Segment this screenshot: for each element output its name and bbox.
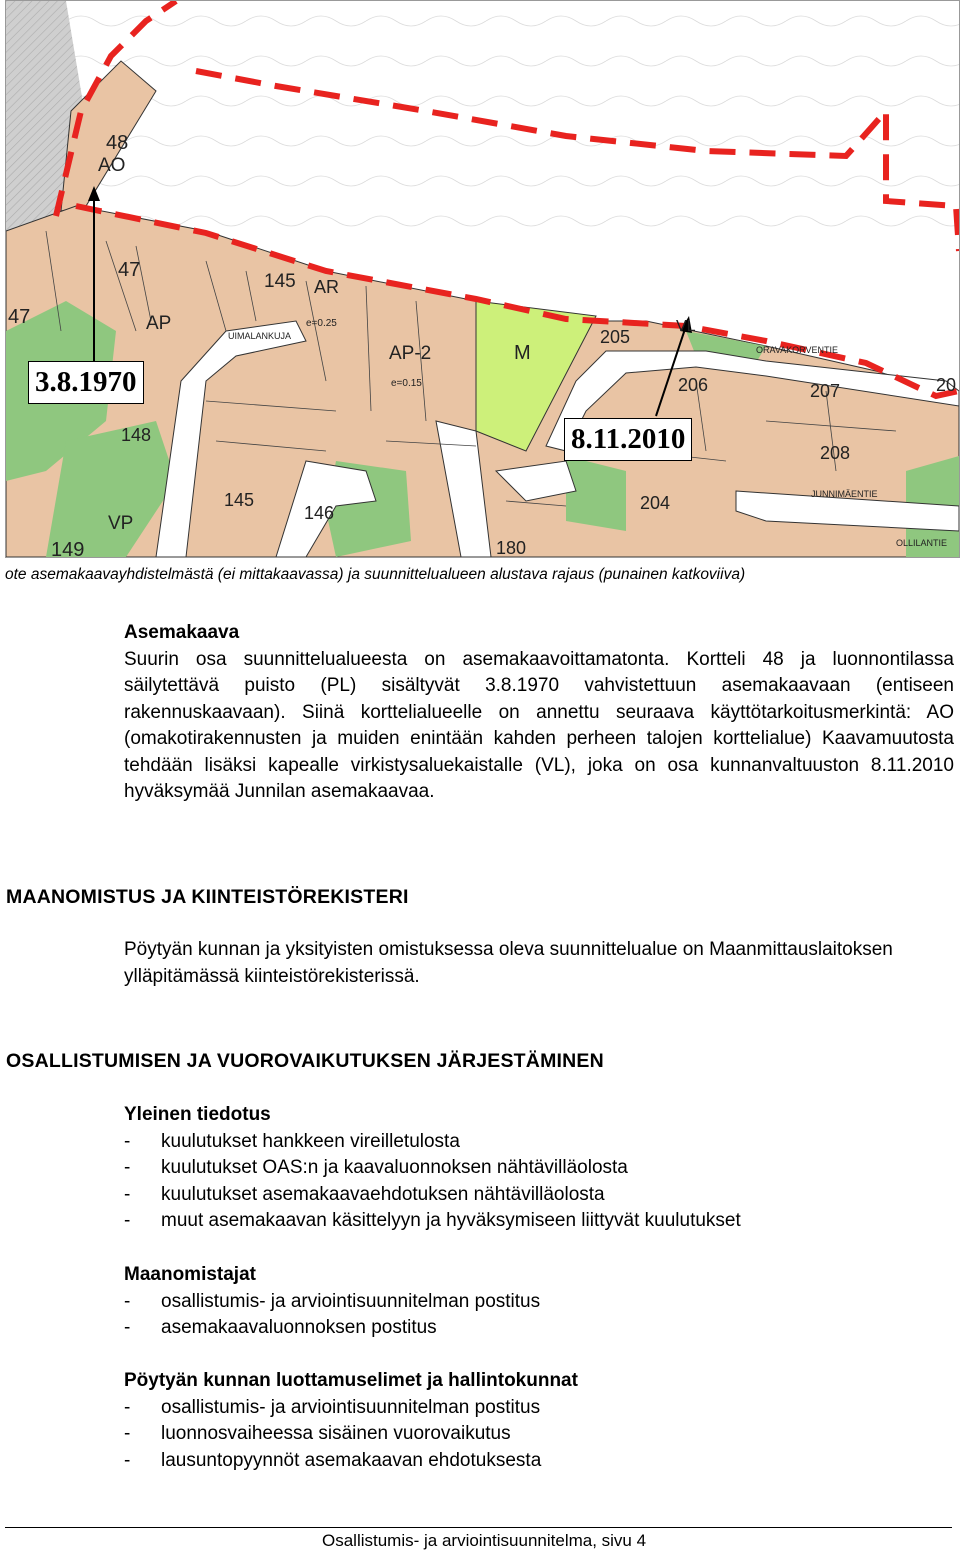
group-title: Maanomistajat bbox=[124, 1264, 256, 1285]
bullet-list bbox=[124, 1395, 954, 1475]
group-title: Yleinen tiedotus bbox=[124, 1104, 271, 1125]
street-oravakorventie: ORAVAKORVENTIE bbox=[756, 345, 839, 355]
group-title: Pöytyän kunnan luottamuselimet ja hallintokunnat bbox=[124, 1370, 578, 1391]
efficiency-label-2: e=0.15 bbox=[391, 378, 422, 389]
maanomistus-heading: MAANOMISTUS JA KIINTEISTÖREKISTERI bbox=[6, 886, 409, 908]
plan-date-1970: 3.8.1970 bbox=[28, 361, 144, 404]
osallistuminen-heading: OSALLISTUMISEN JA VUOROVAIKUTUKSEN JÄRJESTÄMINEN bbox=[6, 1050, 604, 1072]
block-number-204: 204 bbox=[640, 493, 671, 513]
zone-code-ar: AR bbox=[314, 277, 340, 297]
list-item: - lausuntopyynnöt asemakaavan ehdotuksesta bbox=[124, 1448, 954, 1475]
bullet-list bbox=[124, 1129, 954, 1235]
list-item: - osallistumis- ja arviointisuunnitelman postitus bbox=[124, 1395, 954, 1422]
asemakaava-heading: Asemakaava bbox=[124, 622, 240, 643]
list-item: - kuulutukset OAS:n ja kaavaluonnoksen nähtävilläolosta bbox=[124, 1155, 954, 1182]
maanomistus-text: Pöytyän kunnan ja yksityisten omistuksessa oleva suunnittelualue on Maanmittauslaitoksen ylläpitämässä kiinteistörekisterissä. bbox=[124, 939, 893, 987]
list-item: - osallistumis- ja arviointisuunnitelman postitus bbox=[124, 1289, 954, 1316]
zone-code-m: M bbox=[514, 342, 531, 364]
block-number-47-left: 47 bbox=[8, 306, 31, 328]
plan-map-excerpt bbox=[5, 0, 960, 558]
block-number-205: 205 bbox=[600, 327, 631, 347]
asemakaava-section bbox=[124, 620, 954, 806]
block-number-148: 148 bbox=[121, 425, 152, 445]
list-item: - luonnosvaiheessa sisäinen vuorovaikutus bbox=[124, 1421, 954, 1448]
efficiency-label: e=0.25 bbox=[306, 318, 337, 329]
street-uimalankuja: UIMALANKUJA bbox=[228, 331, 292, 341]
group-luottamuselimet bbox=[124, 1368, 954, 1474]
block-number-47: 47 bbox=[118, 259, 141, 281]
list-item: - muut asemakaavan käsittelyyn ja hyväksymiseen liittyvät kuulutukset bbox=[124, 1208, 954, 1235]
group-yleinen-tiedotus bbox=[124, 1102, 954, 1235]
block-number-180: 180 bbox=[496, 538, 527, 557]
block-number-207: 207 bbox=[810, 381, 841, 401]
footer-divider bbox=[5, 1527, 952, 1528]
block-number-149: 149 bbox=[51, 539, 85, 557]
block-number-208: 208 bbox=[820, 443, 851, 463]
block-number-48: 48 bbox=[106, 132, 129, 154]
asemakaava-text: Suurin osa suunnittelualueesta on asemakaavoittamatonta. Kortteli 48 ja luonnontilassa säilytettävä puisto (PL) sisältyvät 3.8.1970 vahvistettuun asemakaavaan (entiseen rakennuskaavaan). Siinä korttelialueelle on annettu seuraava käyttötarkoitusmerkintä: AO (omakotirakennusten ja muiden enintään kahden perheen talojen korttelialue) Kaavamuutosta tehdään lisäksi kapealle virkistysaluekaistalle (VL), joka on osa kunnanvaltuuston 8.11.2010 hyväksymää Junnilan asemakaavaa. bbox=[124, 648, 954, 802]
block-number-145-lower: 145 bbox=[224, 490, 255, 510]
zone-code-ap-2: AP-2 bbox=[389, 343, 432, 364]
block-number-206: 206 bbox=[678, 375, 709, 395]
zone-code-vl: VL bbox=[676, 318, 696, 335]
zone-code-vp: VP bbox=[108, 513, 134, 534]
group-maanomistajat bbox=[124, 1262, 954, 1342]
list-item: - kuulutukset asemakaavaehdotuksen nähtävilläolosta bbox=[124, 1182, 954, 1209]
block-number-146: 146 bbox=[304, 503, 335, 523]
plan-date-2010: 8.11.2010 bbox=[564, 418, 692, 461]
block-number-20: 20 bbox=[936, 375, 957, 395]
street-junnimaentie: JUNNIMÄENTIE bbox=[811, 489, 878, 499]
bullet-list bbox=[124, 1289, 954, 1342]
zone-code-ap: AP bbox=[146, 313, 172, 334]
page-footer: Osallistumis- ja arviointisuunnitelma, sivu 4 bbox=[322, 1531, 647, 1550]
list-item: - kuulutukset hankkeen vireilletulosta bbox=[124, 1129, 954, 1156]
zone-code-ao: AO bbox=[98, 155, 126, 176]
block-number-145: 145 bbox=[264, 271, 296, 292]
street-ollilantie: OLLILANTIE bbox=[896, 538, 948, 548]
list-item: - asemakaavaluonnoksen postitus bbox=[124, 1315, 954, 1342]
map-caption: ote asemakaavayhdistelmästä (ei mittakaavassa) ja suunnittelualueen alustava rajaus (punainen katkoviiva) bbox=[5, 566, 746, 583]
map-graphic bbox=[6, 1, 959, 557]
